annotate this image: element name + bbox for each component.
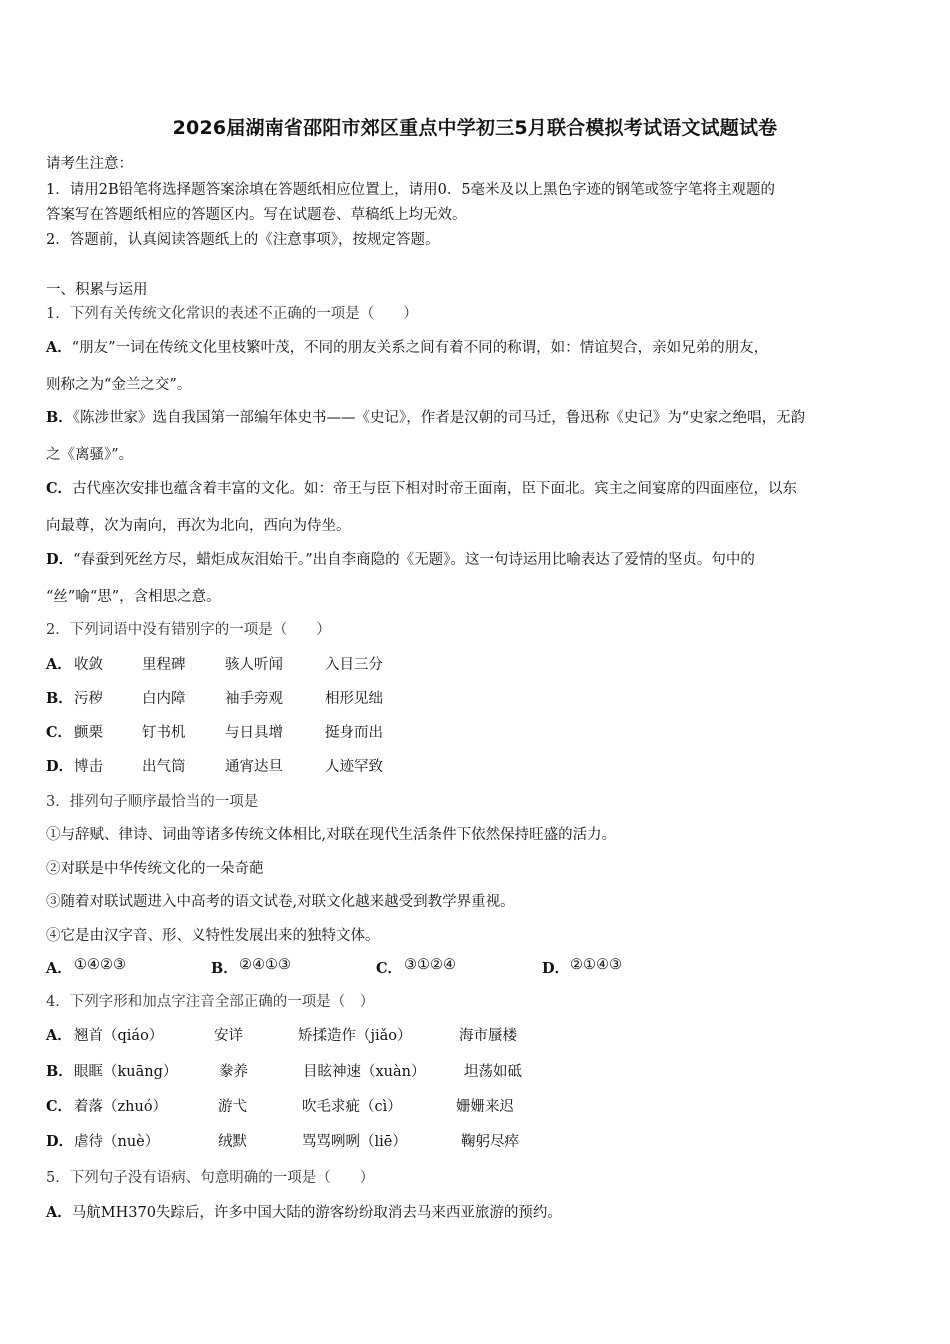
option-label: A． [46,960,72,977]
option-label: B． [211,960,238,977]
word: 白内障 [142,691,186,707]
option-label: B． [46,690,73,707]
option-label: D． [46,551,74,568]
option-label: C． [46,480,73,497]
q3-sentence-3: ③随着对联试题进入中高考的语文试卷,对联文化越来越受到教学界重视。 [46,894,515,910]
q1-option-b-line2: 之《离骚》”。 [46,447,134,463]
word: 骂骂咧咧（liē） [302,1134,407,1150]
word: 安详 [214,1028,243,1044]
option-label: C． [376,960,403,977]
notice-line-2: 答案写在答题纸相应的答题区内。写在试题卷、草稿纸上均无效。 [46,207,467,223]
word: 污秽 [74,691,103,707]
q5-option-a: A．马航MH370失踪后，许多中国大陆的游客纷纷取消去马来西亚旅游的预约。 [46,1204,562,1221]
word: 海市蜃楼 [459,1028,517,1044]
word: 目眩神速（xuàn） [303,1064,426,1080]
word: 收敛 [74,657,103,673]
word: 绒默 [218,1134,247,1150]
word: 出气筒 [142,759,186,775]
q1-option-d-line1: D．“春蚕到死丝方尽，蜡炬成灰泪始干。”出自李商隐的《无题》。这一句诗运用比喻表达了爱情的坚贞。句中的 [46,551,755,568]
q3-sentence-4: ④它是由汉字音、形、义特性发展出来的独特文体。 [46,928,380,944]
word: 游弋 [218,1099,247,1115]
notice-heading: 请考生注意： [46,156,133,172]
q2-stem: 2．下列词语中没有错别字的一项是（ ） [46,622,331,638]
word: 眼眶（kuāng） [74,1064,178,1080]
word: 里程碑 [142,657,186,673]
option-label: D． [542,960,570,977]
word: 通宵达旦 [225,759,283,775]
word: 人迹罕致 [325,759,383,775]
word: 吹毛求疵（cì） [302,1099,402,1115]
option-label: A． [46,339,72,356]
option-label: A． [46,656,72,673]
option-label: D． [46,758,74,775]
notice-line-1: 1．请用2B铅笔将选择题答案涂填在答题纸相应位置上，请用0．5毫米及以上黑色字迹的钢笔或签字笔将主观题的 [46,182,776,198]
q1-stem: 1．下列有关传统文化常识的表述不正确的一项是（ ） [46,306,418,322]
option-label: B． [46,409,73,426]
word: 挺身而出 [325,725,383,741]
word: 矫揉造作（jiǎo） [298,1028,412,1044]
q3-sentence-1: ①与辞赋、律诗、词曲等诸多传统文体相比,对联在现代生活条件下依然保持旺盛的活力。 [46,827,617,843]
option-label: B． [46,1063,73,1080]
section-heading: 一、积累与运用 [46,282,148,298]
word: 翘首（qiáo） [74,1028,164,1044]
word: 入目三分 [325,657,383,673]
q1-option-c-line1: C．古代座次安排也蕴含着丰富的文化。如：帝王与臣下相对时帝王面南，臣下面北。宾主之间宴席的四面座位，以东 [46,480,798,497]
word: 与日具增 [225,725,283,741]
word: 博击 [74,759,103,775]
option-label: A． [46,1204,72,1221]
q4-stem: 4．下列字形和加点字注音全部正确的一项是（ ） [46,994,375,1010]
notice-line-3: 2．答题前，认真阅读答题纸上的《注意事项》，按规定答题。 [46,232,440,248]
option-label: C． [46,724,73,741]
word: 鞠躬尽瘁 [461,1134,519,1150]
q1-option-a-line1: A．“朋友”一词在传统文化里枝繁叶茂，不同的朋友关系之间有着不同的称谓，如：情谊契合，亲如兄弟的朋友， [46,339,769,356]
q1-option-c-line2: 向最尊，次为南向，再次为北向，西向为侍坐。 [46,518,351,534]
word: 相形见绌 [325,691,383,707]
word: 坦荡如砥 [464,1064,522,1080]
q1-option-a-line2: 则称之为“金兰之交”。 [46,377,192,393]
option-value: ③①②④ [404,957,456,973]
option-value: ②④①③ [239,957,291,973]
word: 姗姗来迟 [456,1099,514,1115]
q3-sentence-2: ②对联是中华传统文化的一朵奇葩 [46,861,264,877]
word: 颤栗 [74,725,103,741]
q5-stem: 5．下列句子没有语病、句意明确的一项是（ ） [46,1170,375,1186]
page-title: 2026届湖南省邵阳市郊区重点中学初三5月联合模拟考试语文试题试卷 [172,117,778,139]
option-label: D． [46,1133,74,1150]
option-value: ①④②③ [74,957,126,973]
q1-option-d-line2: “丝”喻“思”，含相思之意。 [46,589,221,605]
q1-option-b-line1: B．《陈涉世家》选自我国第一部编年体史书——《史记》，作者是汉朝的司马迁，鲁迅称《史记》为“史家之绝唱，无韵 [46,409,806,426]
word: 豢养 [219,1064,248,1080]
option-label: A． [46,1027,72,1044]
word: 骇人听闻 [225,657,283,673]
option-label: C． [46,1098,73,1115]
word: 虐待（nuè） [74,1134,160,1150]
option-value: ②①④③ [570,957,622,973]
word: 袖手旁观 [225,691,283,707]
q3-stem: 3．排列句子顺序最恰当的一项是 [46,794,259,810]
word: 钉书机 [142,725,186,741]
word: 着落（zhuó） [74,1099,168,1115]
